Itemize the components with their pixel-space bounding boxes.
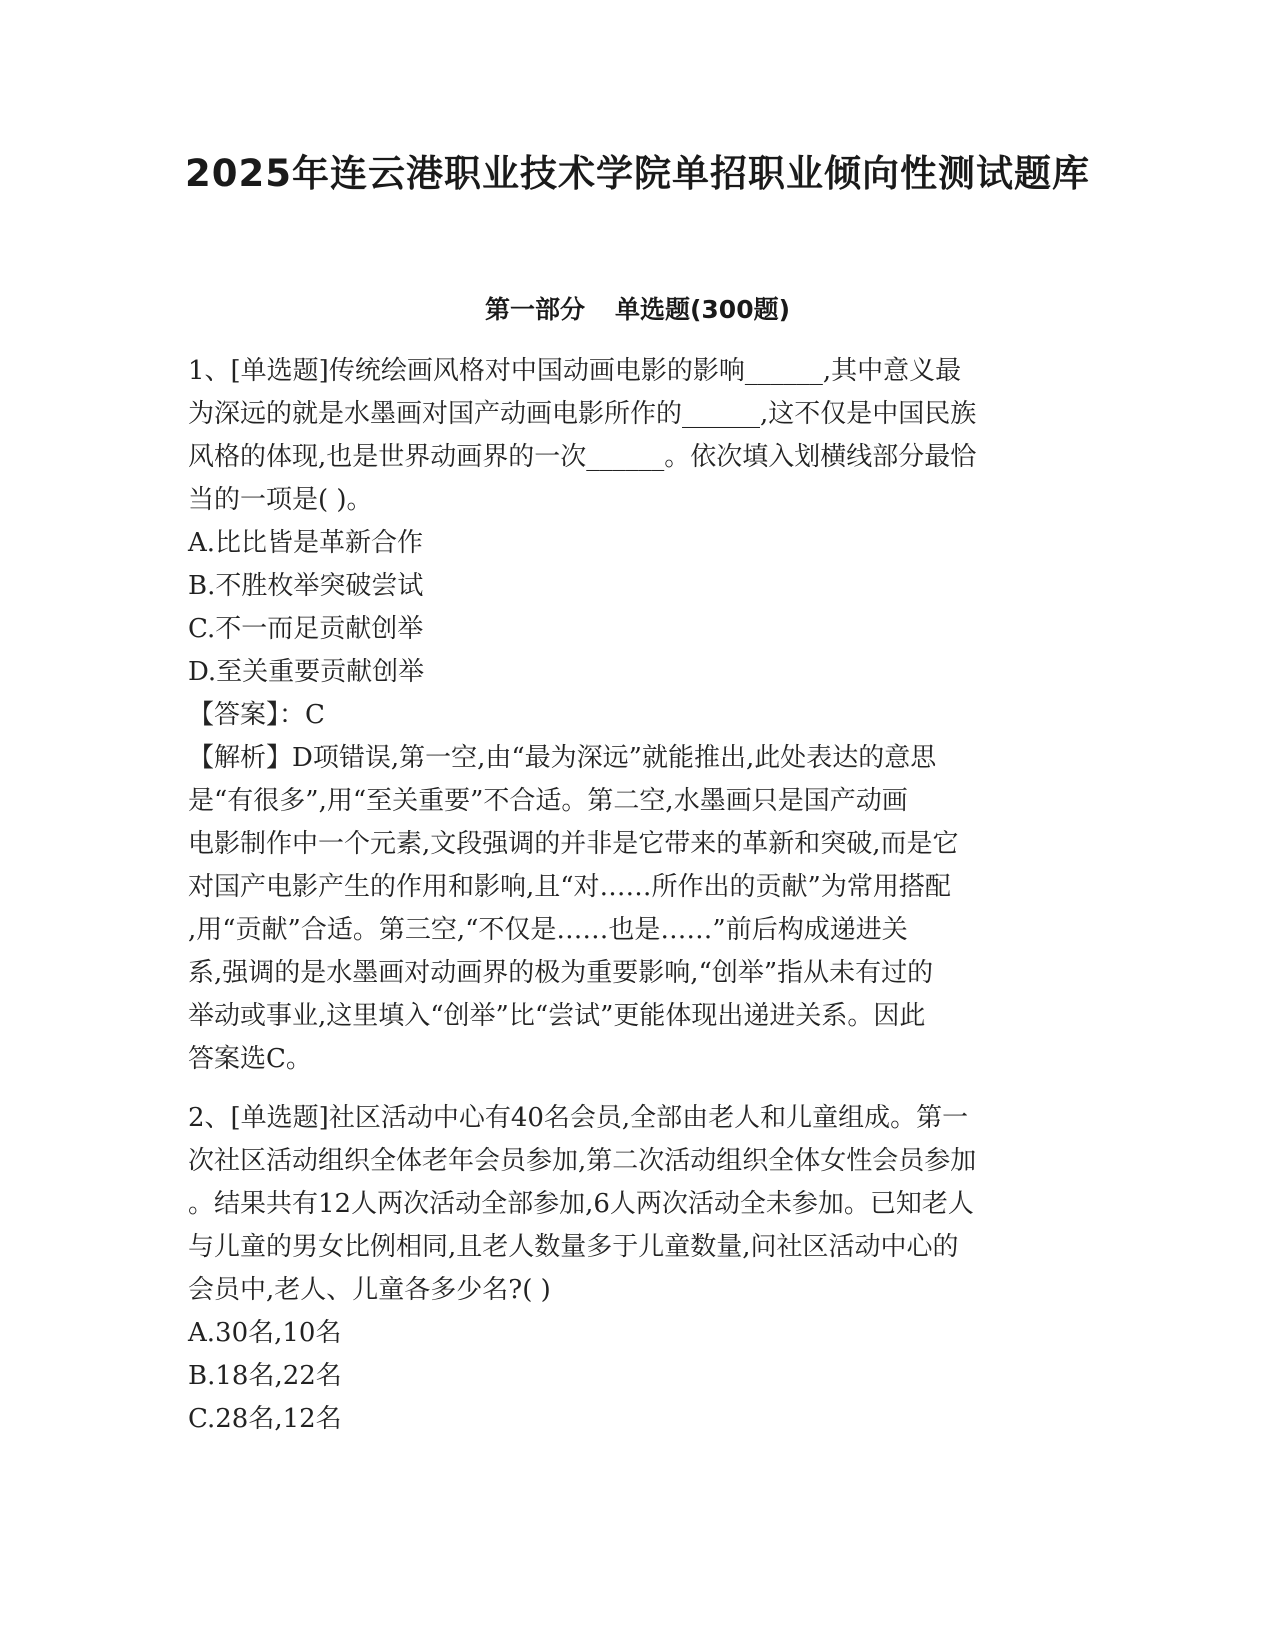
analysis-line: 答案选C。 [188,1044,312,1074]
option-d: D.至关重要贡献创举 [188,657,425,687]
option-b: B.18名,22名 [188,1361,342,1391]
stem-line: 次社区活动组织全体老年会员参加,第二次活动组织全体女性会员参加 [188,1146,977,1176]
stem-line: 1、[单选题]传统绘画风格对中国动画电影的影响______,其中意义最 [188,356,962,386]
question-stem [188,1097,1085,1312]
analysis-line: 【解析】D项错误,第一空,由“最为深远”就能推出,此处表达的意思 [188,743,937,773]
option-c: C.不一而足贡献创举 [188,614,424,644]
stem-line: 当的一项是( )。 [188,485,373,515]
question-2 [188,1097,1085,1441]
question-list [188,350,1085,1457]
analysis-line: ,用“贡献”合适。第三空,“不仅是……也是……”前后构成递进关 [188,915,908,945]
stem-line: 与儿童的男女比例相同,且老人数量多于儿童数量,问社区活动中心的 [188,1232,959,1262]
stem-line: 风格的体现,也是世界动画界的一次______。依次填入划横线部分最恰 [188,442,977,472]
document-title: 2025年连云港职业技术学院单招职业倾向性测试题库 [185,152,1090,195]
section-title [0,290,1275,326]
question-1 [188,350,1085,1081]
stem-line: 会员中,老人、儿童各多少名?( ) [188,1275,551,1305]
option-c: C.28名,12名 [188,1404,342,1434]
analysis-line: 系,强调的是水墨画对动画界的极为重要影响,“创举”指从未有过的 [188,958,934,988]
stem-line: 。结果共有12人两次活动全部参加,6人两次活动全未参加。已知老人 [188,1189,974,1219]
option-a: A.比比皆是革新合作 [188,528,424,558]
option-a: A.30名,10名 [188,1318,342,1348]
analysis-line: 是“有很多”,用“至关重要”不合适。第二空,水墨画只是国产动画 [188,786,908,816]
analysis [188,737,1085,1081]
section-name: 单选题(300题) [614,295,791,324]
section-part: 第一部分 [484,295,585,324]
analysis-line: 举动或事业,这里填入“创举”比“尝试”更能体现出递进关系。因此 [188,1001,926,1031]
stem-line: 2、[单选题]社区活动中心有40名会员,全部由老人和儿童组成。第一 [188,1103,969,1133]
analysis-line: 对国产电影产生的作用和影响,且“对……所作出的贡献”为常用搭配 [188,872,951,902]
stem-line: 为深远的就是水墨画对国产动画电影所作的______,这不仅是中国民族 [188,399,977,429]
analysis-line: 电影制作中一个元素,文段强调的并非是它带来的革新和突破,而是它 [188,829,959,859]
question-stem [188,350,1085,522]
answer: 【答案】：C [188,700,325,730]
option-b: B.不胜枚举突破尝试 [188,571,424,601]
